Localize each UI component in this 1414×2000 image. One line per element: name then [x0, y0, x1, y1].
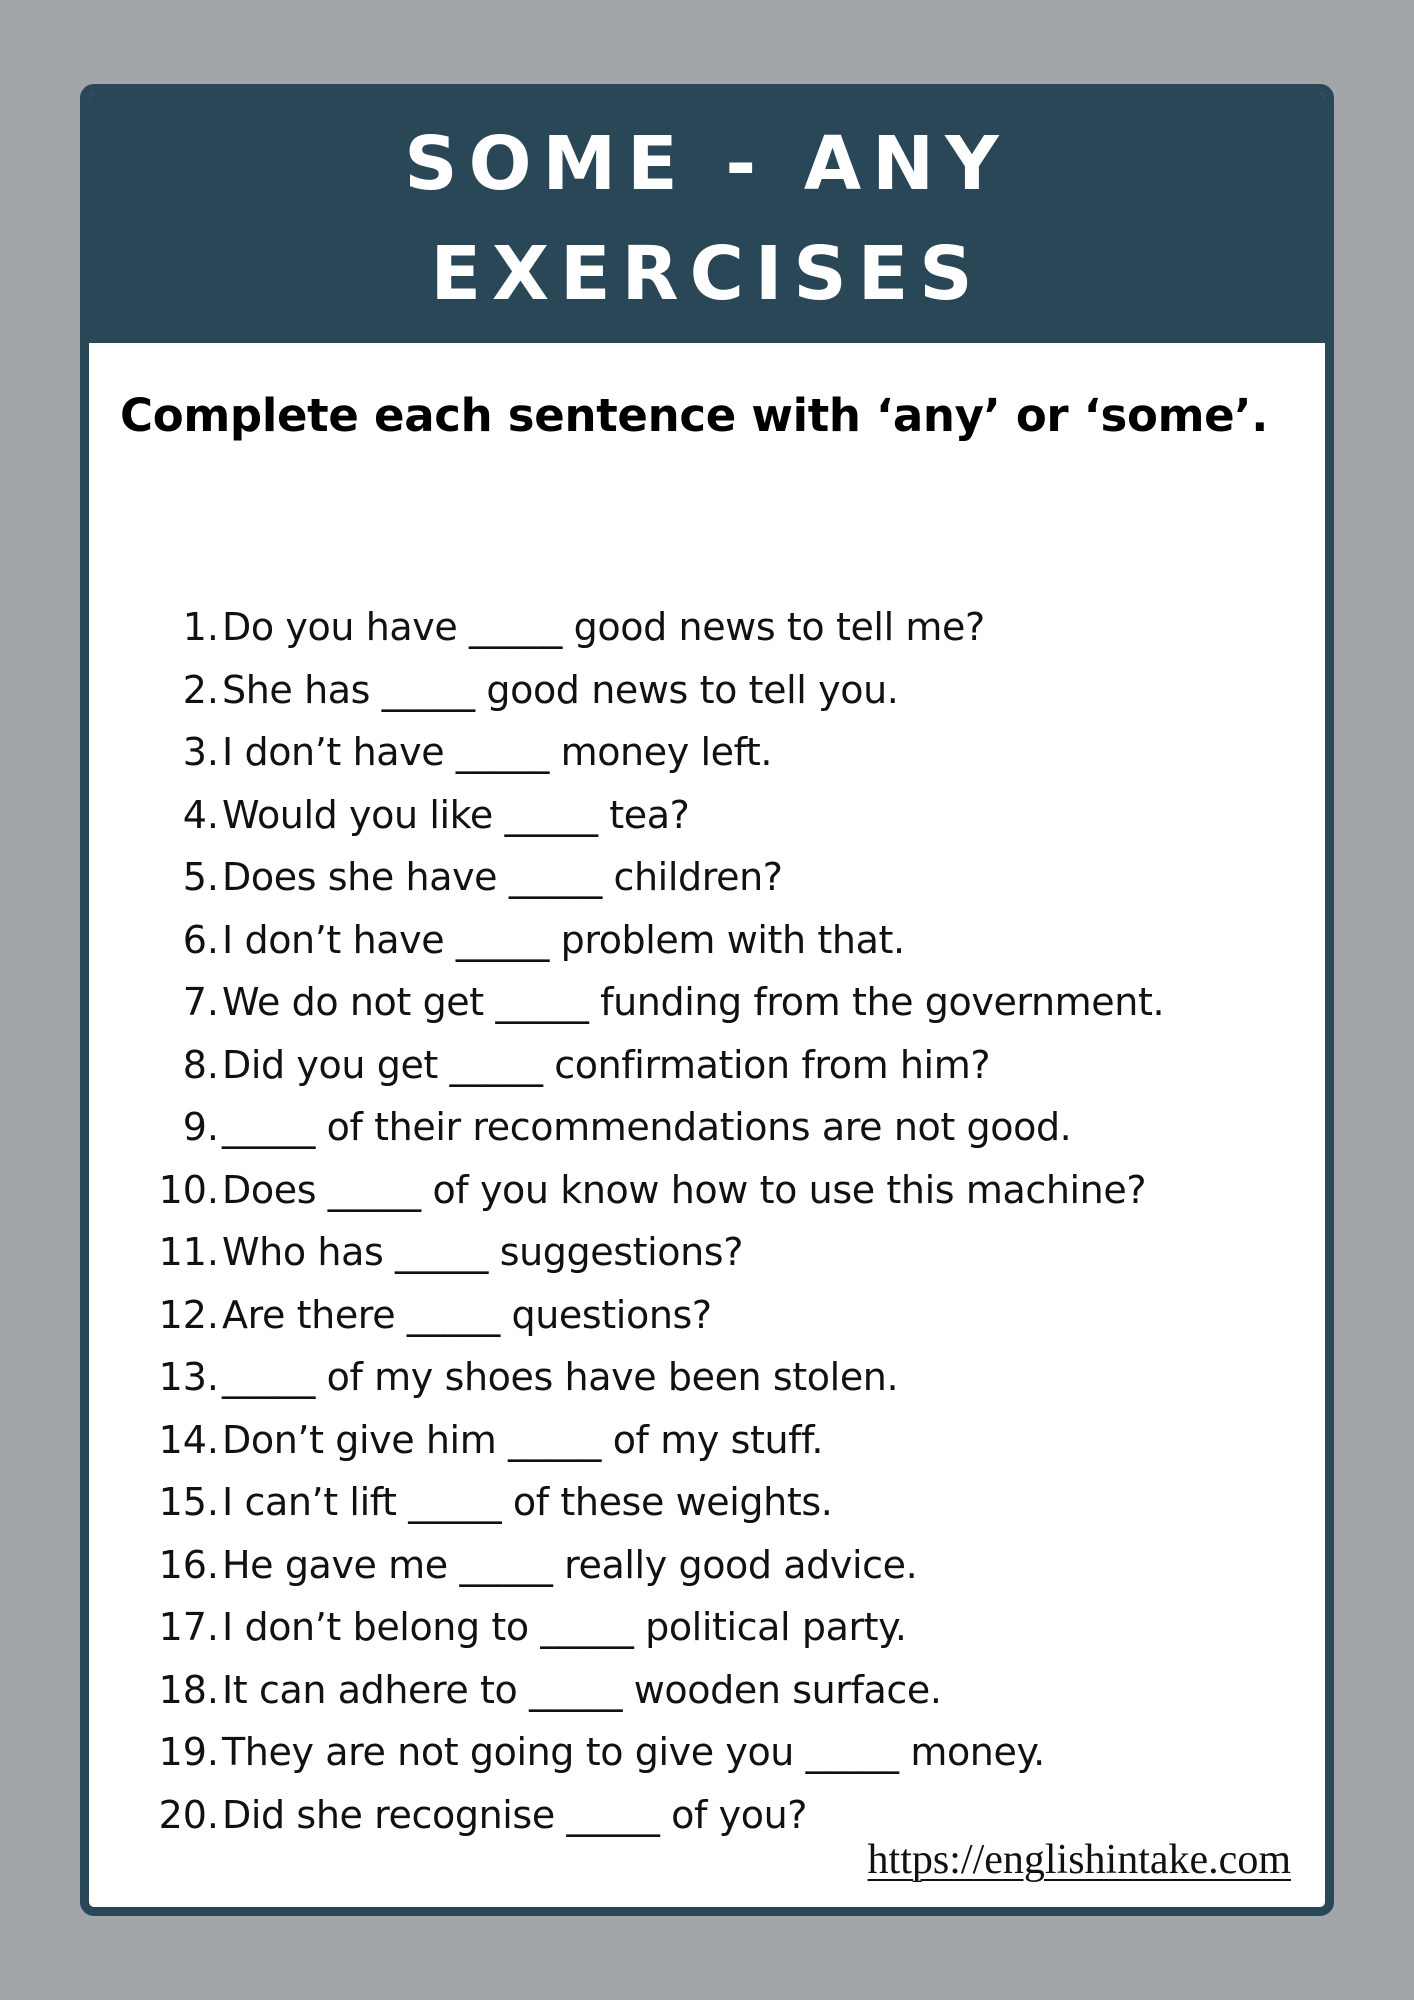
question-number: 7.	[182, 980, 219, 1024]
question-text: It can adhere to _____ wooden surface.	[222, 1667, 942, 1712]
question-number: 13.	[158, 1355, 219, 1399]
question-number: 18.	[158, 1667, 219, 1712]
question-number: 11.	[158, 1230, 219, 1274]
question-number: 8.	[182, 1042, 219, 1087]
question-text: I can’t lift _____ of these weights.	[222, 1480, 833, 1524]
worksheet-card	[80, 84, 1334, 1916]
question-number: 14.	[158, 1417, 219, 1462]
instruction-text: Complete each sentence with ‘any’ or ‘some’.	[120, 389, 1268, 442]
question-text: Don’t give him _____ of my stuff.	[222, 1417, 824, 1462]
question-number: 5.	[182, 855, 219, 899]
question-text: I don’t belong to _____ political party.	[222, 1605, 907, 1649]
question-text: Does _____ of you know how to use this machine?	[222, 1167, 1147, 1212]
question-text: Did you get _____ confirmation from him?	[222, 1042, 991, 1087]
question-text: _____ of their recommendations are not good.	[222, 1105, 1072, 1149]
question-text: Does she have _____ children?	[222, 855, 783, 899]
question-number: 12.	[158, 1292, 219, 1337]
question-text: Would you like _____ tea?	[222, 792, 690, 837]
question-number: 17.	[158, 1605, 219, 1649]
question-text: _____ of my shoes have been stolen.	[222, 1355, 899, 1399]
website-link[interactable]: https://englishintake.com	[867, 1837, 1291, 1883]
question-number: 16.	[158, 1542, 219, 1587]
question-number: 19.	[158, 1730, 219, 1774]
question-text: I don’t have _____ problem with that.	[222, 917, 905, 962]
question-text: We do not get _____ funding from the government.	[222, 980, 1165, 1024]
page-title-line-1: SOME - ANY	[404, 121, 1010, 207]
question-text: Did she recognise _____ of you?	[222, 1792, 808, 1837]
question-number: 10.	[158, 1167, 219, 1212]
question-text: Who has _____ suggestions?	[222, 1230, 743, 1274]
question-text: They are not going to give you _____ money.	[222, 1730, 1045, 1774]
question-number: 6.	[182, 917, 219, 962]
question-number: 20.	[158, 1792, 219, 1837]
question-text: He gave me _____ really good advice.	[222, 1542, 918, 1587]
question-text: Are there _____ questions?	[222, 1292, 712, 1337]
title-banner	[89, 93, 1325, 343]
question-number: 4.	[182, 792, 219, 837]
question-text: I don’t have _____ money left.	[222, 730, 773, 774]
question-number: 15.	[158, 1480, 219, 1524]
question-text: Do you have _____ good news to tell me?	[222, 605, 985, 649]
question-number: 2.	[182, 667, 219, 712]
question-text: She has _____ good news to tell you.	[222, 667, 899, 712]
question-number: 1.	[182, 605, 219, 649]
question-number: 9.	[182, 1105, 219, 1149]
question-number: 3.	[182, 730, 219, 774]
page-title-line-2: EXERCISES	[430, 231, 984, 317]
